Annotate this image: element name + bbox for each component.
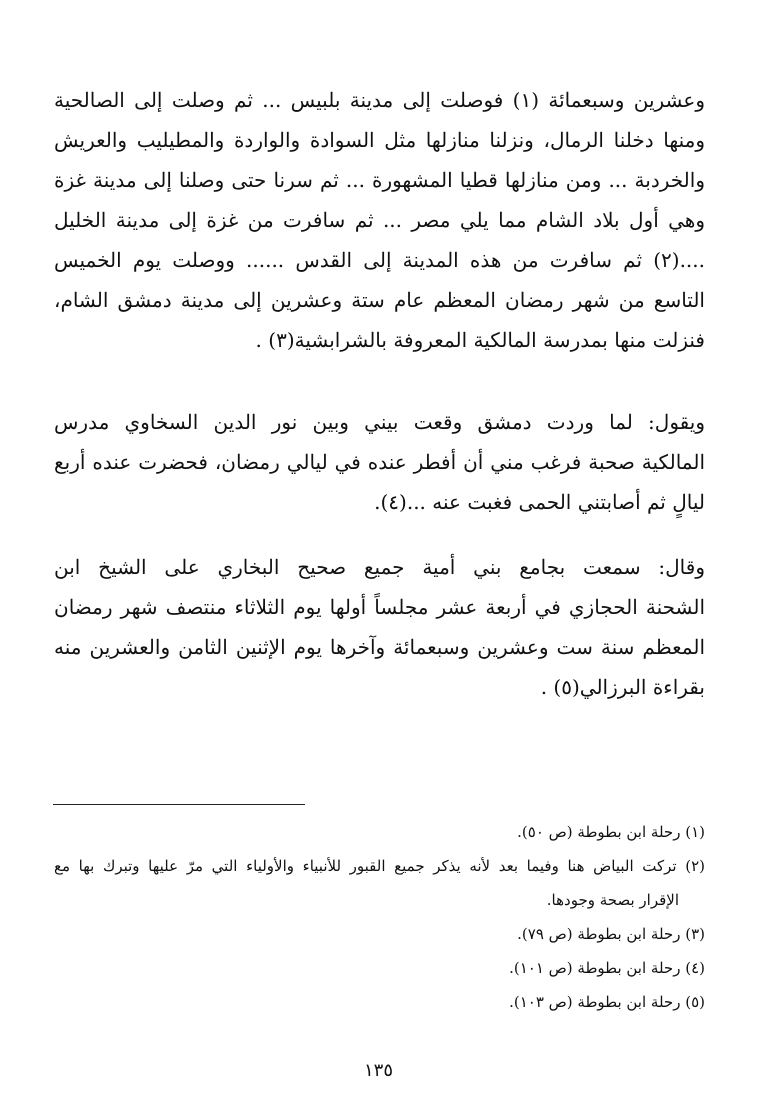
text-line: بقراءة البرزالي(٥) . — [540, 675, 705, 699]
text-line: وهي أول بلاد الشام مما يلي مصر ... ثم سافرت من غزة إلى مدينة الخليل — [54, 208, 705, 232]
text-line: التاسع من شهر رمضان المعظم عام ستة وعشرين إلى مدينة دمشق الشام، — [54, 288, 705, 312]
text-line: وعشرين وسبعمائة (١) فوصلت إلى مدينة بلبيس ... ثم وصلت إلى الصالحية — [54, 88, 705, 112]
footnote-2-continuation: الإقرار بصحة وجودها. — [546, 891, 679, 909]
text-line: وقال: سمعت بجامع بني أمية جميع صحيح البخاري على الشيخ ابن — [54, 555, 705, 579]
paragraph-1 — [54, 80, 705, 360]
text-line: والخردبة ... ومن منازلها قطيا المشهورة ... ثم سرنا حتى وصلنا إلى مدينة غزة — [54, 168, 705, 192]
footnote-4: (٤) رحلة ابن بطوطة (ص ١٠١). — [509, 959, 705, 977]
text-line: ويقول: لما وردت دمشق وقعت بيني وبين نور الدين السخاوي مدرس — [54, 410, 705, 434]
footnote-5: (٥) رحلة ابن بطوطة (ص ١٠٣). — [509, 993, 705, 1011]
text-line: المالكية صحبة فرغب مني أن أفطر عنده في ليالي رمضان، فحضرت عنده أربع — [54, 450, 705, 474]
footnotes — [54, 815, 705, 1019]
text-line: الشحنة الحجازي في أربعة عشر مجلساً أولها يوم الثلاثاء منتصف شهر رمضان — [54, 595, 705, 619]
footnote-2: (٢) تركت البياض هنا وفيما بعد لأنه يذكر جميع القبور للأنبياء والأولياء التي مرّ عليها وتبرك بها مع — [54, 857, 705, 875]
text-line: المعظم سنة ست وعشرين وسبعمائة وآخرها يوم الإثنين الثامن والعشرين منه — [54, 635, 705, 659]
paragraph-2 — [54, 402, 705, 522]
text-line: ليالٍ ثم أصابتني الحمى فغبت عنه ...(٤). — [374, 490, 705, 514]
paragraph-3 — [54, 547, 705, 707]
footnote-divider — [53, 804, 305, 805]
text-line: ....(٢) ثم سافرت من هذه المدينة إلى القدس ...... ووصلت يوم الخميس — [54, 248, 705, 272]
text-line: فنزلت منها بمدرسة المالكية المعروفة بالشرابشية(٣) . — [255, 328, 705, 352]
text-line: ومنها دخلنا الرمال، ونزلنا منازلها مثل السوادة والواردة والمطيليب والعريش — [54, 128, 705, 152]
footnote-1: (١) رحلة ابن بطوطة (ص ٥٠). — [517, 823, 705, 841]
footnote-3: (٣) رحلة ابن بطوطة (ص ٧٩). — [517, 925, 705, 943]
page-number: ١٣٥ — [363, 1060, 393, 1081]
